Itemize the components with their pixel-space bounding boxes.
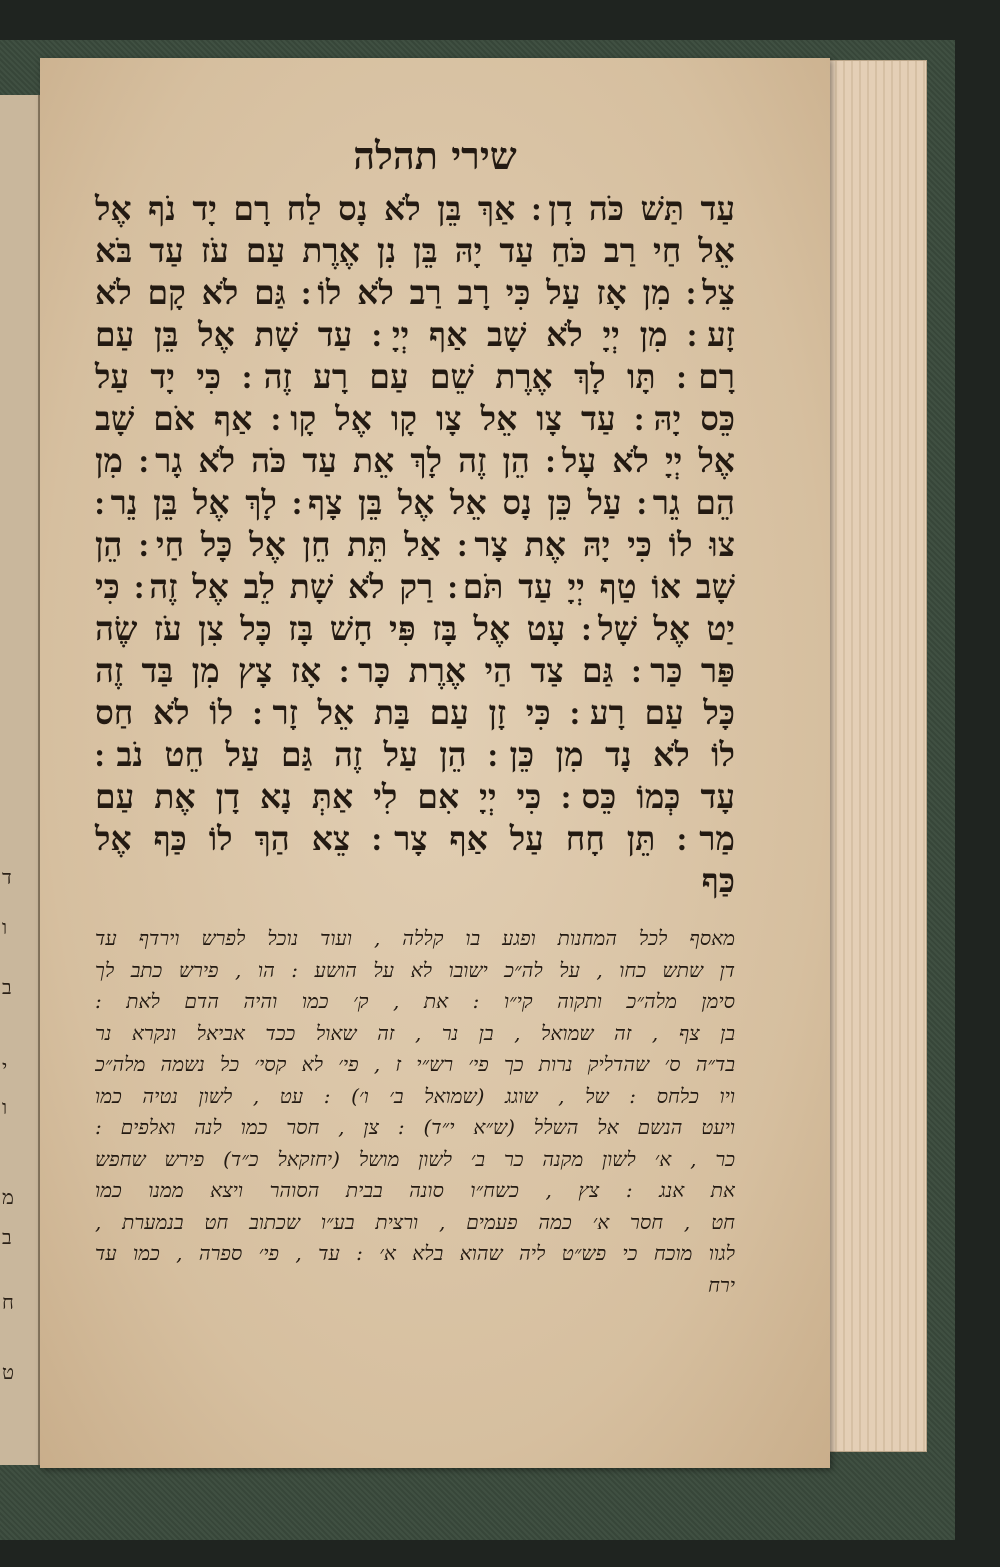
poem-body [95,188,735,902]
margin-fragment: ט [2,1360,15,1384]
commentary-line: דן שתש כחו , על לה״כ ישובו לא על הושע : הו , פירש כתב לך [95,957,735,982]
book-page [40,58,830,1468]
commentary-line: כר , א׳ לשון מקנה כר ב׳ לשון מושל (יחזקאל כ״ד) פירש שחפש [95,1146,735,1171]
commentary-line: מאסף לכל המחנות ופגע בו קללה , ועוד נוכל לפרש וירדף עד [95,926,735,950]
margin-fragment: ח [2,1290,14,1314]
commentary-body [95,923,735,1301]
poem-line: אֵל חַי רַב כֹּחַ עַד יָהּ בֵּן נִן אֶרֶת עַם עֹז עַד בֹּא [95,231,735,270]
margin-fragment: ו [2,1095,8,1119]
margin-fragment: י [2,1055,8,1079]
poem-line: רָם ׃ תָּו לָךְ אֶרֶת שֵׁם עַם רָע זֶה ׃ כִּי יָד עַל [95,357,735,396]
poem-line: כַּף [701,861,735,900]
commentary-line: סימן מלה״כ ותקוה קי״ו : את , ק׳ כמו והיה הדם לאת : [95,989,735,1013]
poem-line: הֵם גֵר ׃ עַל כֵּן נָס אֵל אֶל בֵּן צָף ׃ לָךְ אֶל בֵּן נֵר ׃ [95,483,735,522]
commentary-line: ויעט הנשם אל השלל (ש״א י״ד) : צן , חסר כמו לנה ואלפים : [95,1115,735,1139]
poem-line: פַּר כַּר ׃ גַּם צַד הַי אֶרֶת כָּר ׃ אָז צָץ מִן בַּד זֶה [95,651,735,690]
poem-line: עַד תַּשׁ כֹּה דָן ׃ אַךְ בֵּן לֹא נָס לַח רָם יָד נֹף אֶל [95,189,735,228]
poem-line: צֵל ׃ מִן אָז עַל כִּי רָב רַב לֹא לוֹ ׃ גַּם לֹא קָם לֹא [95,273,735,312]
page-title: שירי תהלה [353,133,517,178]
poem-line: לוֹ לֹא נָד מִן כֵּן ׃ הֵן עַל זֶה גַּם עַל חֵט נֹב ׃ [95,735,735,774]
margin-fragment: ב [2,1225,12,1249]
margin-fragment: מ [2,1185,14,1209]
commentary-line: בד״ה ס׳ שהדליק נרות כך פי׳ רש״י ז , פי׳ לא קסי׳ כל נשמה מלה״כ [95,1052,735,1076]
poem-line: יַט אֶל שָׁל ׃ עָט אֶל בָּז פִּי חָשׁ בָּז כָּל צִן עֹז שֶׂה [95,609,735,648]
commentary-line: ירח [708,1272,735,1297]
poem-line: צוּ לוֹ כִּי יָהּ אֶת צָר ׃ אַל תֵּת חֵן אֶל כָּל חַי ׃ הֵן [95,525,735,564]
commentary-line: בן צף , זה שמואל , בן נר , זה שאול ככד אביאל ונקרא נר [95,1020,735,1045]
poem-line: כֵּס יָהּ ׃ עַד צָו אֵל צָו קָו אֶל קָו ׃ אַף אֹם שָׁב [95,399,735,438]
poem-line: כָּל עַם רָע ׃ כִּי זָן עַם בַּת אֵל זָר ׃ לוֹ לֹא חַס [95,693,735,732]
commentary-line: חט , חסר א׳ כמה פעמים , ורצית בע״ו שכתוב חט בנמערת , [95,1209,735,1234]
commentary-line: את אנג : צץ , כשח״ו סונה בבית הסוהר ויצא ממנו כמו [95,1178,735,1202]
poem-line: עָד כְּמוֹ כֵּס ׃ כִּי יְיָ אִם לִי אַתְּ נָא דָן אֶת עַם [95,777,735,816]
margin-fragment: ו [2,915,8,939]
commentary-line: לגוו מוכח כי פש״ט ליה שהוא בלא א׳ : עד , פי׳ ספרה , כמו עד [95,1241,735,1265]
commentary-line: ויו כלחס : של , שוגג (שמואל ב׳ ו׳) : עט , לשון נטיה כמו [95,1083,735,1108]
poem-line: מַר ׃ תֵּן חָח עַל אַף צָר ׃ צֵא הַךְ לוֹ כַּף אֶל [95,819,735,858]
left-page-edge [0,95,40,1465]
poem-line: אֶל יְיָ לֹא עָל ׃ הֵן זֶה לָךְ אֵת עַד כֹּה לֹא גָר ׃ מִן [95,441,735,480]
margin-fragment: ד [2,865,12,889]
margin-fragment: ב [2,975,12,999]
poem-line: שָׁב אוֹ טַף יְיָ עַד תֹּם ׃ רַק לֹא שָׁת לֵב אֶל זֶה ׃ כִּי [95,567,735,606]
poem-line: זָע ׃ מִן יְיָ לֹא שָׁב אַף יְיָ ׃ עַד שָׁת אֶל בֵּן עַם [95,315,735,354]
